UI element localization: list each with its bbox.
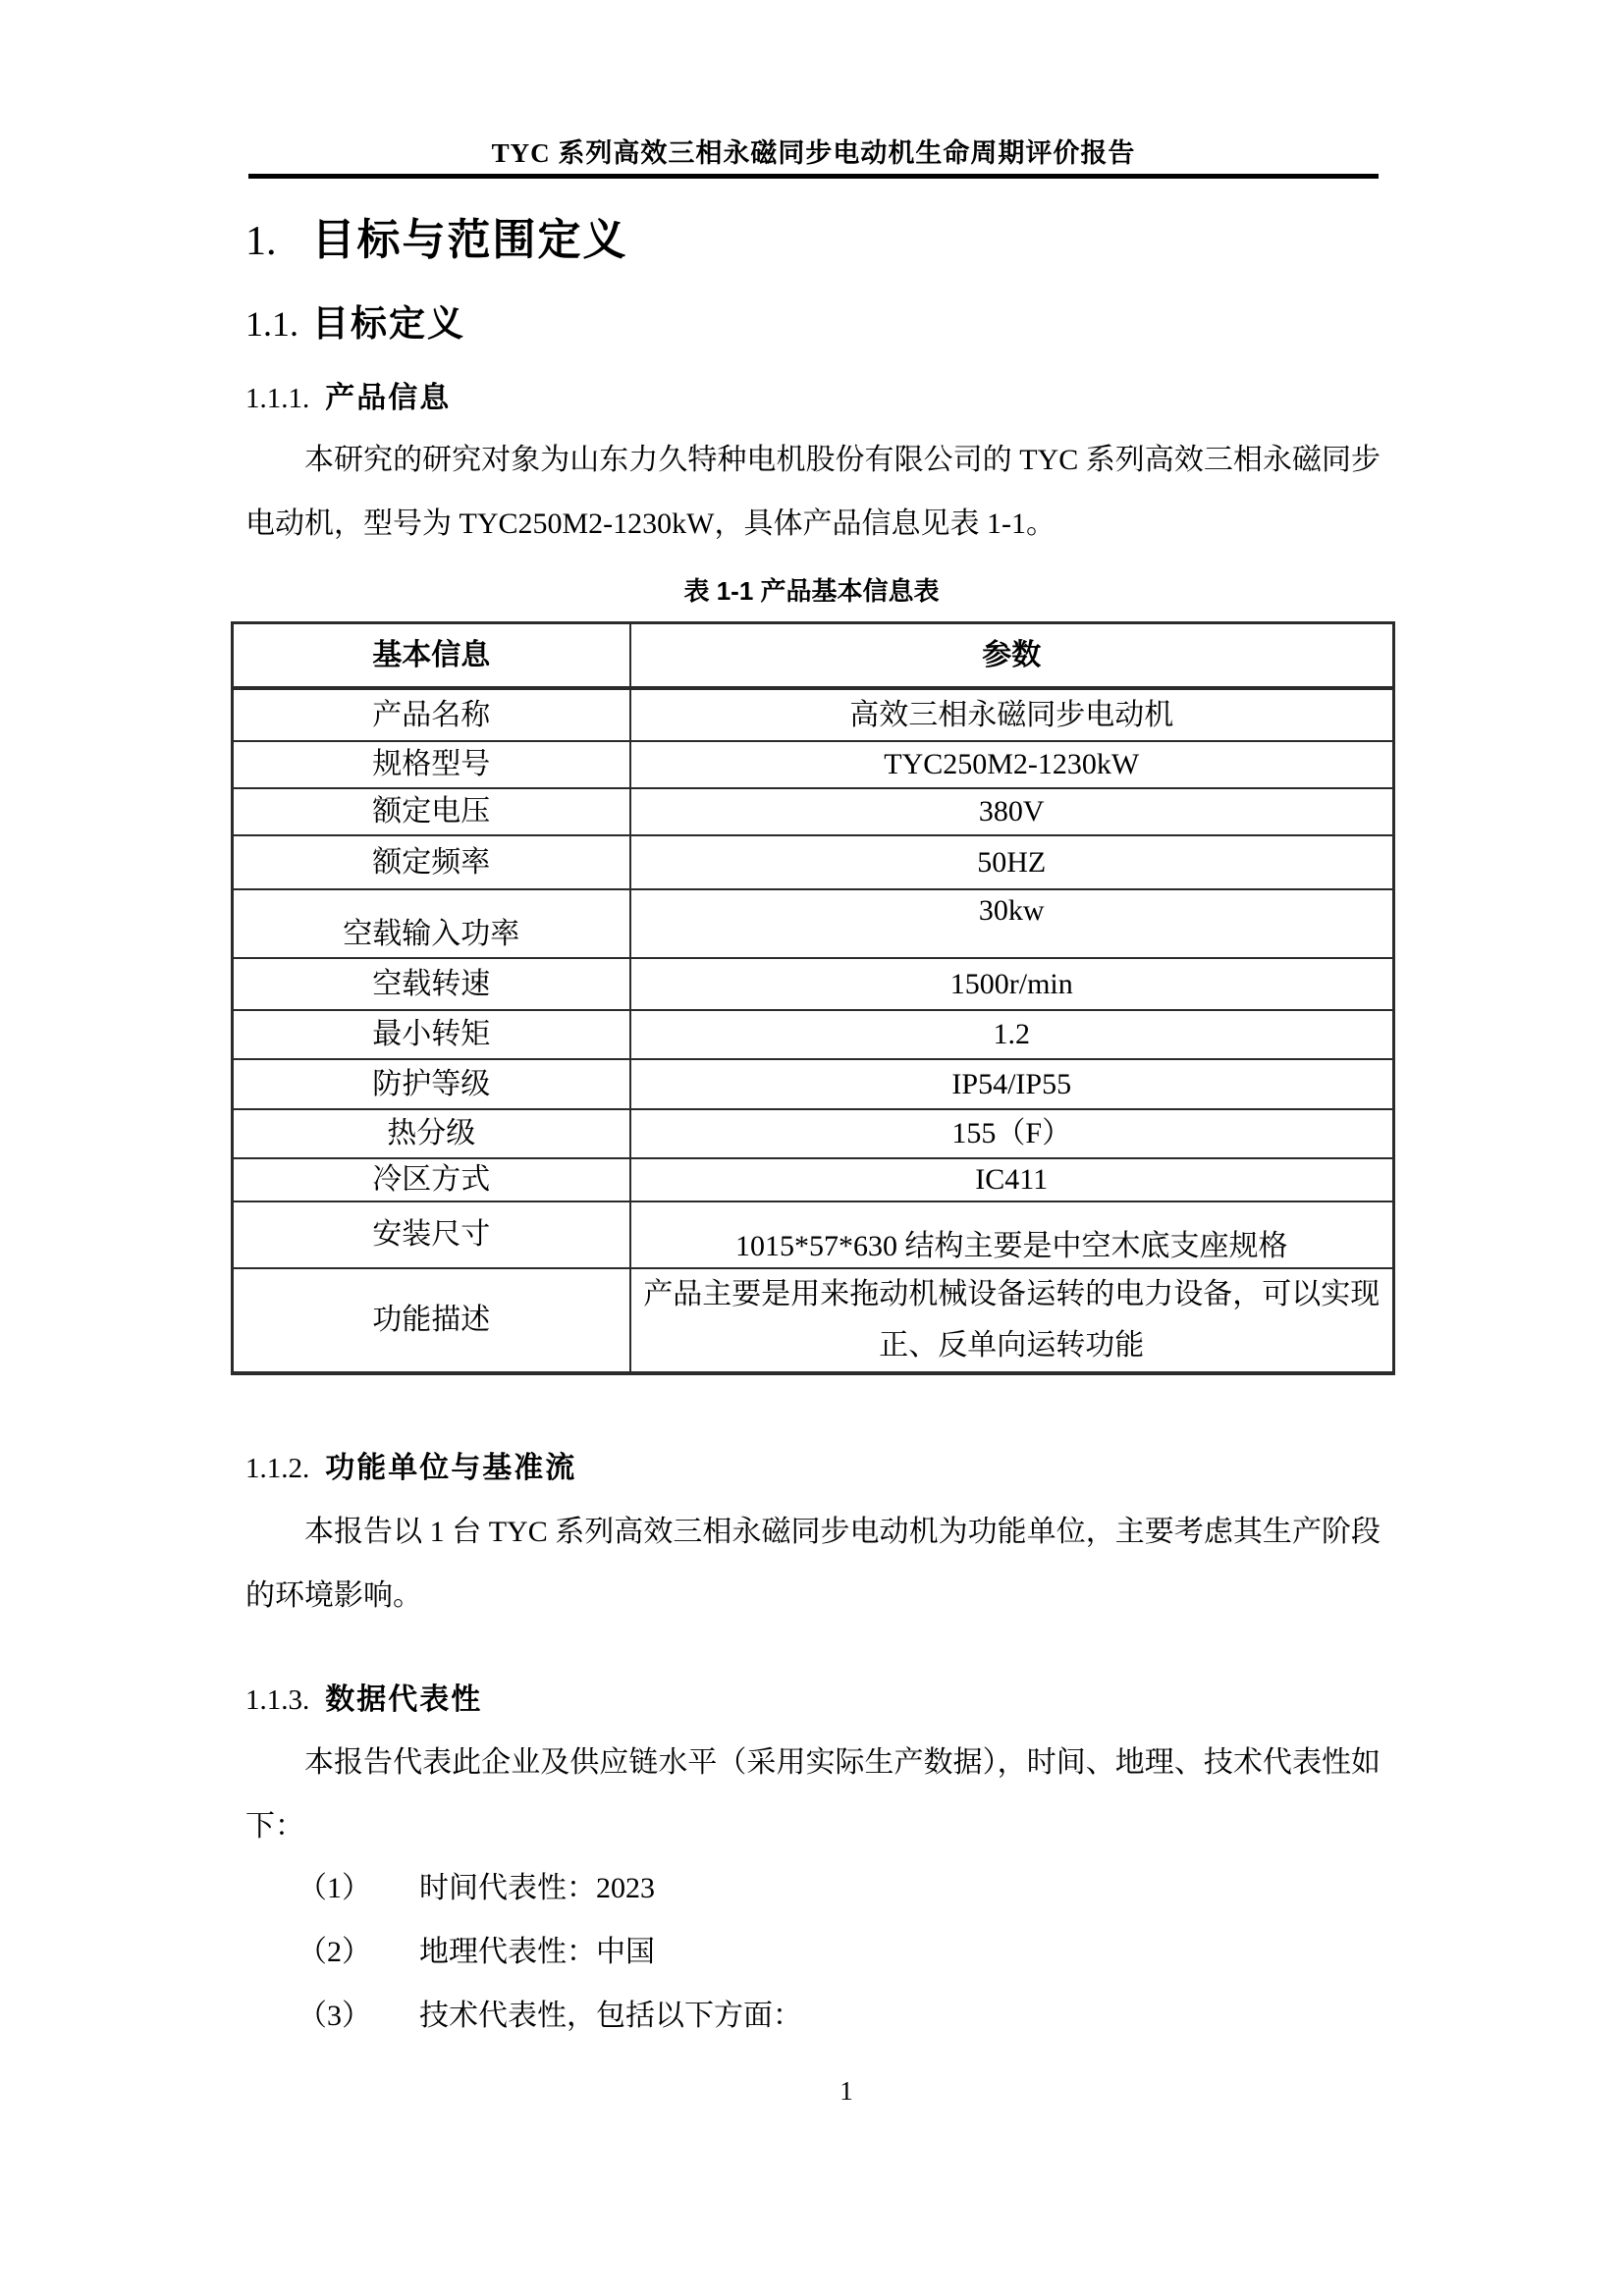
product-info-table <box>231 621 1395 1375</box>
heading-text: 产品信息 <box>325 382 452 414</box>
row-label: 安装尺寸 <box>233 1201 630 1268</box>
row-label: 热分级 <box>233 1109 630 1158</box>
representativeness-list <box>245 1856 1380 2048</box>
table-row <box>233 835 1394 889</box>
row-label: 产品名称 <box>233 688 630 741</box>
list-item <box>245 1984 1380 2048</box>
list-item-text: 时间代表性：2023 <box>419 1872 655 1904</box>
table-row <box>233 788 1394 835</box>
row-value: IC411 <box>630 1158 1394 1201</box>
heading-goal-definition <box>245 301 465 347</box>
table-row <box>233 1010 1394 1059</box>
list-item-marker: （1） <box>298 1872 371 1904</box>
row-value: IP54/IP55 <box>630 1059 1394 1109</box>
paragraph-product-info: 本研究的研究对象为山东力久特种电机股份有限公司的 TYC 系列高效三相永磁同步电动机，型号为 TYC250M2-1230kW，具体产品信息见表 1-1。 <box>245 444 1380 540</box>
row-value: 30kw <box>630 889 1394 958</box>
heading-number: 1.1.1. <box>245 383 310 414</box>
table-row <box>233 688 1394 741</box>
row-label: 空载转速 <box>233 958 630 1010</box>
list-item-marker: （2） <box>298 1936 371 1968</box>
heading-product-info <box>245 380 451 417</box>
row-value: 1500r/min <box>630 958 1394 1010</box>
paragraph-data-representativeness: 本报告代表此企业及供应链水平（采用实际生产数据），时间、地理、技术代表性如下： <box>245 1746 1380 1842</box>
list-item <box>245 1920 1380 1984</box>
heading-goal-and-scope <box>245 214 628 268</box>
table-row <box>233 958 1394 1010</box>
heading-number: 1.1. <box>245 304 298 344</box>
heading-text: 功能单位与基准流 <box>325 1452 577 1484</box>
row-value: 380V <box>630 788 1394 835</box>
paragraph-functional-unit: 本报告以 1 台 TYC 系列高效三相永磁同步电动机为功能单位，主要考虑其生产阶段的环境影响。 <box>245 1516 1380 1612</box>
list-item-text: 技术代表性，包括以下方面： <box>419 2000 802 2032</box>
row-value: 50HZ <box>630 835 1394 889</box>
heading-text: 目标定义 <box>312 303 465 344</box>
column-header-basic-info: 基本信息 <box>233 623 630 689</box>
row-value: 155（F） <box>630 1109 1394 1158</box>
running-header-title: TYC 系列高效三相永磁同步电动机生命周期评价报告 <box>491 138 1136 168</box>
row-label: 空载输入功率 <box>233 889 630 958</box>
table-caption: 表 1-1 产品基本信息表 <box>683 576 940 606</box>
list-item <box>245 1856 1380 1920</box>
table-row <box>233 1201 1394 1268</box>
table-row <box>233 1109 1394 1158</box>
page-number: 1 <box>839 2076 853 2106</box>
heading-text: 数据代表性 <box>325 1683 483 1716</box>
row-value: 产品主要是用来拖动机械设备运转的电力设备，可以实现正、反单向运转功能 <box>630 1268 1394 1373</box>
heading-number: 1.1.3. <box>245 1684 310 1716</box>
heading-text: 目标与范围定义 <box>311 216 628 264</box>
row-value: 高效三相永磁同步电动机 <box>630 688 1394 741</box>
row-label: 最小转矩 <box>233 1010 630 1059</box>
table-row <box>233 1268 1394 1373</box>
heading-data-representativeness <box>245 1682 482 1719</box>
heading-functional-unit <box>245 1450 576 1487</box>
row-value: 1.2 <box>630 1010 1394 1059</box>
table-row <box>233 741 1394 788</box>
list-item-marker: （3） <box>298 2000 371 2032</box>
row-label: 冷区方式 <box>233 1158 630 1201</box>
row-label: 防护等级 <box>233 1059 630 1109</box>
row-label: 规格型号 <box>233 741 630 788</box>
table-row <box>233 1059 1394 1109</box>
table-row <box>233 889 1394 958</box>
heading-number: 1.1.2. <box>245 1453 310 1484</box>
row-value: 1015*57*630 结构主要是中空木底支座规格 <box>630 1201 1394 1268</box>
table-header-row <box>233 623 1394 689</box>
column-header-parameter: 参数 <box>630 623 1394 689</box>
row-label: 功能描述 <box>233 1268 630 1373</box>
list-item-text: 地理代表性：中国 <box>419 1936 655 1968</box>
row-label: 额定电压 <box>233 788 630 835</box>
table-row <box>233 1158 1394 1201</box>
row-value: TYC250M2-1230kW <box>630 741 1394 788</box>
row-label: 额定频率 <box>233 835 630 889</box>
heading-number: 1. <box>245 219 277 264</box>
header-rule <box>248 174 1379 179</box>
